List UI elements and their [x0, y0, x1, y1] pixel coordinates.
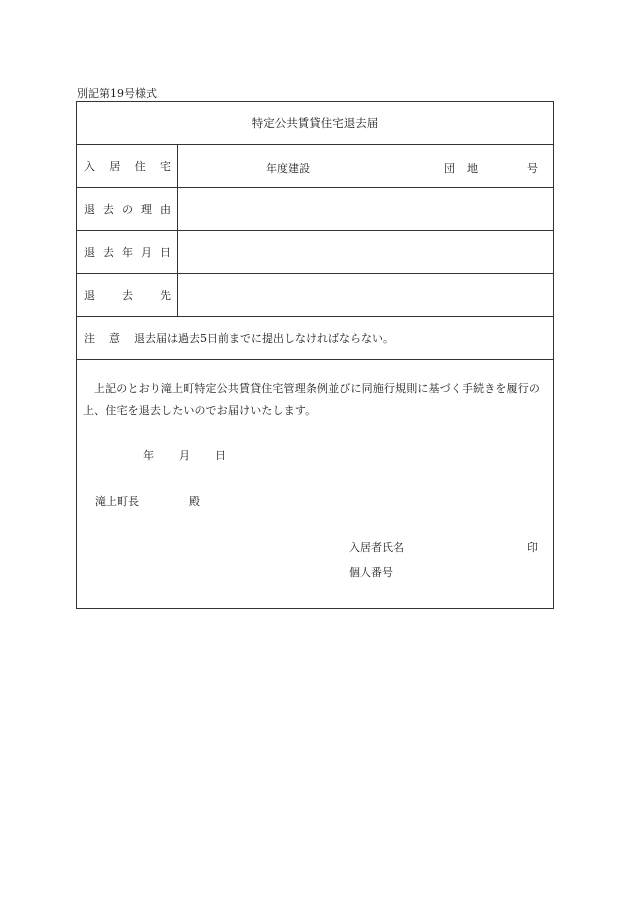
reason-row	[77, 188, 553, 231]
note-label-2: 意	[109, 332, 120, 345]
destination-row	[77, 274, 553, 317]
personal-number-label: 個人番号	[349, 566, 393, 579]
date-value[interactable]	[178, 231, 553, 273]
resident-name-label: 入居者氏名	[349, 541, 404, 554]
statement-text: 上記のとおり滝上町特定公共賃貸住宅管理条例並びに同施行規則に基づく手続きを履行の上、住宅を退去したいのでお届けいたします。	[83, 382, 540, 417]
residence-row	[77, 145, 553, 188]
form-title: 特定公共賃貸住宅退去届	[77, 102, 553, 145]
date-day-label: 日	[215, 449, 226, 462]
year-built-label: 年度建設	[266, 162, 310, 175]
honorific-label: 殿	[189, 495, 200, 508]
date-row	[77, 231, 553, 274]
destination-value[interactable]	[178, 274, 553, 316]
form-code: 別記第19号様式	[77, 87, 157, 100]
note-text: 退去届は過去5日前までに提出しなければならない。	[134, 332, 394, 345]
addressee-label: 滝上町長	[95, 495, 139, 508]
reason-label: 退 去 の 理 由	[77, 188, 178, 230]
note-row	[77, 317, 553, 360]
residence-label: 入 居 住 宅	[77, 145, 178, 187]
date-label: 退 去 年 月 日	[77, 231, 178, 273]
date-month-label: 月	[179, 449, 190, 462]
note-label-1: 注	[84, 332, 95, 345]
reason-value[interactable]	[178, 188, 553, 230]
move-out-form	[76, 101, 554, 609]
destination-label: 退 去 先	[77, 274, 178, 316]
seal-mark: 印	[527, 541, 538, 554]
number-suffix: 号	[527, 162, 538, 175]
estate-label: 団 地	[444, 162, 478, 175]
residence-value[interactable]	[178, 145, 553, 187]
date-year-label: 年	[143, 449, 154, 462]
